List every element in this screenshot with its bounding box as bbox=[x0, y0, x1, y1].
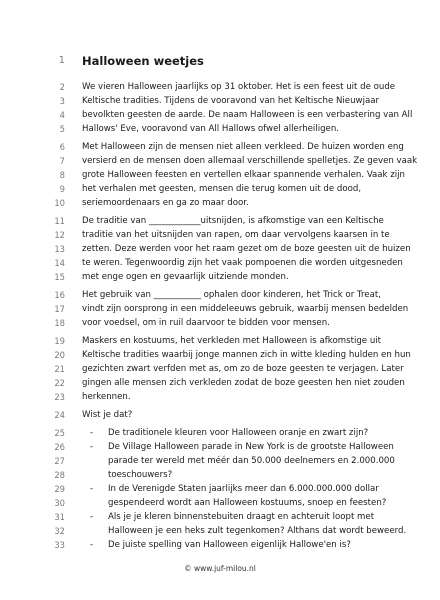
list-item-text: gespendeerd wordt aan Halloween kostuums, snoep en feesten? bbox=[108, 498, 387, 508]
list-item-text: Halloween je een heks zult tegenkomen? Althans dat wordt beweerd. bbox=[108, 526, 407, 536]
line-number: 25 bbox=[54, 428, 65, 438]
line-number: 17 bbox=[54, 304, 65, 314]
text-line bbox=[0, 80, 440, 94]
text-line bbox=[0, 256, 440, 270]
list-item bbox=[0, 482, 440, 496]
line-number: 18 bbox=[54, 318, 65, 328]
text-line bbox=[0, 122, 440, 136]
text-line bbox=[0, 182, 440, 196]
text-line bbox=[0, 140, 440, 154]
line-number: 30 bbox=[54, 498, 65, 508]
line-text: Maskers en kostuums, het verkleden met Halloween is afkomstige uit bbox=[82, 336, 382, 346]
text-line bbox=[0, 154, 440, 168]
line-number: 20 bbox=[54, 350, 65, 360]
list-item bbox=[0, 496, 440, 510]
list-item bbox=[0, 426, 440, 440]
line-number: 1 bbox=[58, 55, 65, 66]
text-line bbox=[0, 362, 440, 376]
line-number: 27 bbox=[54, 456, 65, 466]
line-number: 22 bbox=[54, 378, 65, 388]
line-number: 2 bbox=[59, 82, 65, 92]
bullet-dash: - bbox=[90, 540, 94, 550]
text-line bbox=[0, 376, 440, 390]
line-number: 12 bbox=[54, 230, 65, 240]
line-number: 7 bbox=[59, 156, 65, 166]
line-text: De traditie van ____________uitsnijden, is afkomstige van een Keltische bbox=[82, 216, 384, 226]
line-number: 5 bbox=[59, 124, 65, 134]
text-line bbox=[0, 348, 440, 362]
line-number: 21 bbox=[54, 364, 65, 374]
line-text: seriemoordenaars en ga zo maar door. bbox=[82, 198, 249, 208]
line-text: Met Halloween zijn de mensen niet alleen verkleed. De huizen worden eng bbox=[82, 142, 404, 152]
line-number: 26 bbox=[54, 442, 65, 452]
line-number: 13 bbox=[54, 244, 65, 254]
line-text: We vieren Halloween jaarlijks op 31 oktober. Het is een feest uit de oude bbox=[82, 82, 396, 92]
line-number: 4 bbox=[59, 110, 65, 120]
list-item bbox=[0, 524, 440, 538]
footer-copyright: © www.juf-milou.nl bbox=[184, 564, 256, 573]
line-number: 14 bbox=[54, 258, 65, 268]
line-text: Keltische tradities. Tijdens de vooravond van het Keltische Nieuwjaar bbox=[82, 96, 380, 106]
list-item-text: parade ter wereld met méér dan 50.000 deelnemers en 2.000.000 bbox=[108, 456, 395, 466]
line-text: Keltische tradities waarbij jonge mannen zich in witte kleding hulden en hun bbox=[82, 350, 411, 360]
line-number: 32 bbox=[54, 526, 65, 536]
line-text: grote Halloween feesten en vertellen elkaar spannende verhalen. Vaak zijn bbox=[82, 170, 406, 180]
bullet-dash: - bbox=[90, 442, 94, 452]
line-number: 8 bbox=[59, 170, 65, 180]
text-line bbox=[0, 408, 440, 422]
text-line bbox=[0, 228, 440, 242]
text-line bbox=[0, 108, 440, 122]
line-number: 24 bbox=[54, 410, 65, 420]
list-item-text: De traditionele kleuren voor Halloween oranje en zwart zijn? bbox=[108, 428, 369, 438]
list-item-text: In de Verenigde Staten jaarlijks meer dan 6.000.000.000 dollar bbox=[108, 484, 379, 494]
text-line bbox=[0, 214, 440, 228]
line-text: vindt zijn oorsprong in een middeleeuws gebruik, waarbij mensen bedelden bbox=[82, 304, 409, 314]
text-line bbox=[0, 302, 440, 316]
title-line bbox=[0, 54, 440, 68]
list-item-text: toeschouwers? bbox=[108, 470, 173, 480]
text-line bbox=[0, 334, 440, 348]
text-line bbox=[0, 288, 440, 302]
line-text: Het gebruik van ___________ ophalen door kinderen, het Trick or Treat, bbox=[82, 290, 381, 300]
line-text: Hallows' Eve, vooravond van All Hallows ofwel allerheiligen. bbox=[82, 124, 340, 134]
line-number: 29 bbox=[54, 484, 65, 494]
line-text: gezichten zwart verfden met as, om zo de boze geesten te verjagen. Later bbox=[82, 364, 404, 374]
line-number: 3 bbox=[59, 96, 65, 106]
line-number: 31 bbox=[54, 512, 65, 522]
line-text: bevolkten geesten de aarde. De naam Halloween is een verbastering van All bbox=[82, 110, 413, 120]
text-line bbox=[0, 168, 440, 182]
line-number: 19 bbox=[54, 336, 65, 346]
list-item-text: De juiste spelling van Halloween eigenlijk Hallowe'en is? bbox=[108, 540, 351, 550]
bullet-dash: - bbox=[90, 512, 94, 522]
line-text: herkennen. bbox=[82, 392, 131, 402]
list-item bbox=[0, 510, 440, 524]
line-number: 28 bbox=[54, 470, 65, 480]
list-item bbox=[0, 468, 440, 482]
bullet-dash: - bbox=[90, 428, 94, 438]
line-text: versierd en de mensen doen allemaal verschillende spelletjes. Ze geven vaak bbox=[82, 156, 418, 166]
page-title: Halloween weetjes bbox=[82, 54, 204, 68]
line-text: gingen alle mensen zich verkleden zodat de boze geesten hen niet zouden bbox=[82, 378, 405, 388]
line-text: traditie van het uitsnijden van rapen, om daar vervolgens kaarsen in te bbox=[82, 230, 390, 240]
line-text: te weren. Tegenwoordig zijn het vaak pompoenen die worden uitgesneden bbox=[82, 258, 403, 268]
bullet-dash: - bbox=[90, 484, 94, 494]
text-line bbox=[0, 242, 440, 256]
line-number: 6 bbox=[59, 142, 65, 152]
line-number: 15 bbox=[54, 272, 65, 282]
line-number: 10 bbox=[54, 198, 65, 208]
list-item-text: Als je je kleren binnenstebuiten draagt en achteruit loopt met bbox=[108, 512, 375, 522]
text-line bbox=[0, 390, 440, 404]
line-text: zetten. Deze werden voor het raam gezet om de boze geesten uit de huizen bbox=[82, 244, 411, 254]
line-number: 9 bbox=[59, 184, 65, 194]
text-line bbox=[0, 196, 440, 210]
text-line bbox=[0, 316, 440, 330]
line-number: 33 bbox=[54, 540, 65, 550]
line-number: 16 bbox=[54, 290, 65, 300]
text-line bbox=[0, 270, 440, 284]
list-item bbox=[0, 538, 440, 552]
line-text: het verhalen met geesten, mensen die terug komen uit de dood, bbox=[82, 184, 362, 194]
text-line bbox=[0, 94, 440, 108]
list-item bbox=[0, 454, 440, 468]
list-item bbox=[0, 440, 440, 454]
line-number: 11 bbox=[54, 216, 65, 226]
line-number: 23 bbox=[54, 392, 65, 402]
line-text: voor voedsel, om in ruil daarvoor te bidden voor mensen. bbox=[82, 318, 330, 328]
line-text: Wist je dat? bbox=[82, 410, 133, 420]
line-text: met enge ogen en gevaarlijk uitziende monden. bbox=[82, 272, 289, 282]
list-item-text: De Village Halloween parade in New York is de grootste Halloween bbox=[108, 442, 394, 452]
